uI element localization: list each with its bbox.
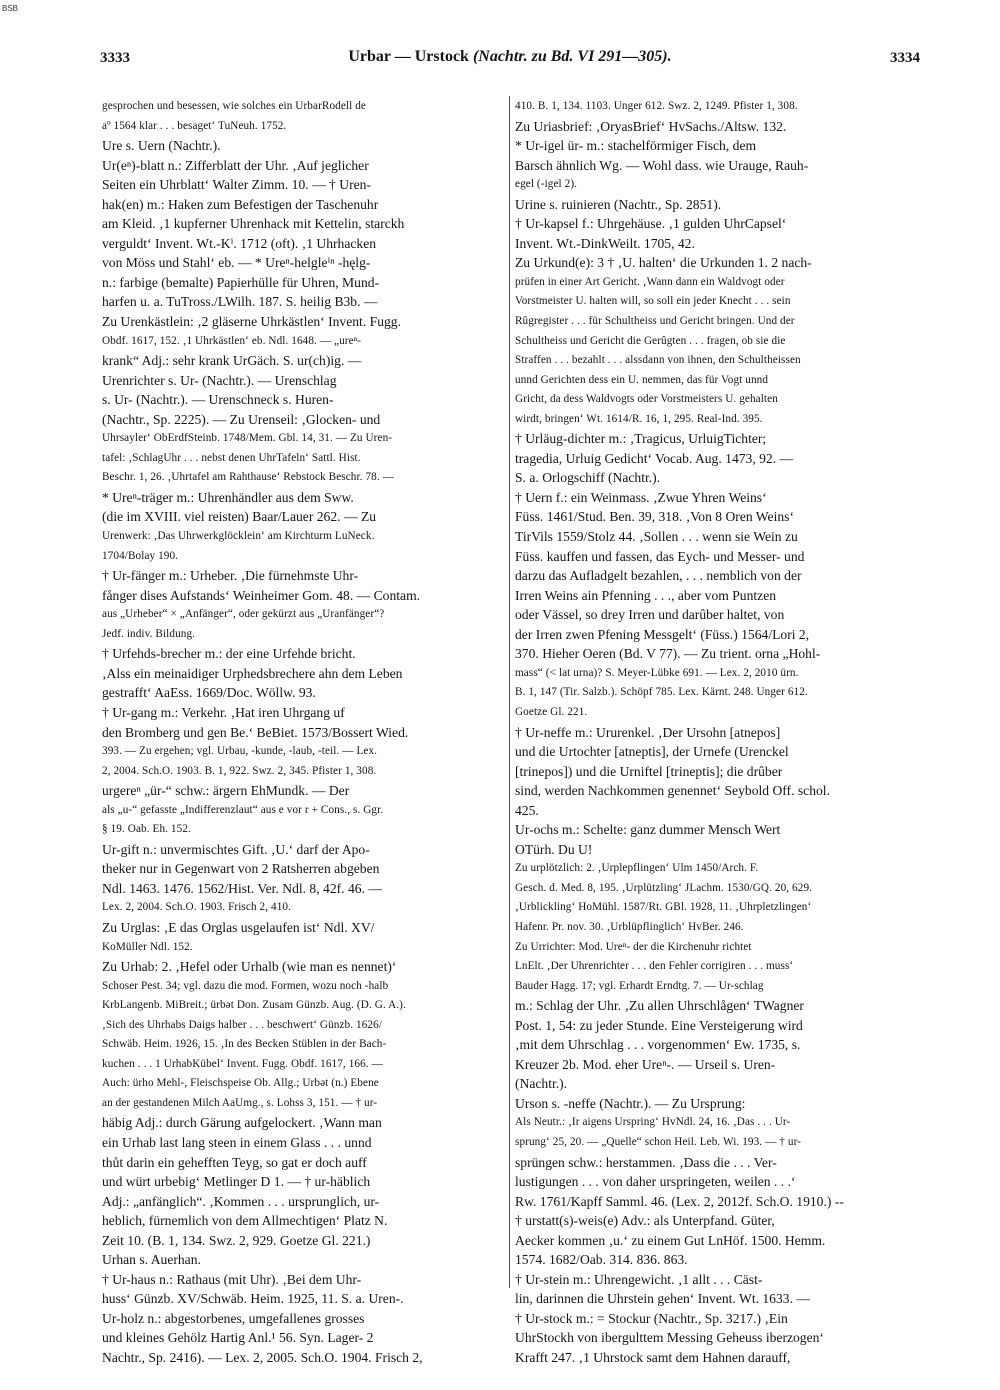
page-number-right: 3334 bbox=[890, 50, 920, 66]
text-line: Zu Urglas: ‚E das Orglas usgelaufen ist‘ Ndl. XV/ bbox=[102, 919, 375, 935]
text-line: von Möss und Stahl‘ eb. — * Ureⁿ-helgleⁱⁿ -hęlg- bbox=[102, 255, 371, 271]
text-line: thůt darin ein gehefften Teyg, so gat er doch auff bbox=[102, 1154, 367, 1170]
text-line: Post. 1, 54: zu jeder Stunde. Eine Versteigerung wird bbox=[515, 1017, 803, 1033]
column-divider bbox=[509, 96, 510, 1288]
text-line: Adj.: „anfänglich“. ‚Kommen . . . ursprunglich, ur- bbox=[102, 1193, 380, 1209]
text-line: OTürh. Du U! bbox=[515, 841, 593, 857]
text-line: lustigungen . . . von daher urspringeten, weilen . . .‘ bbox=[515, 1174, 796, 1190]
text-line: Als Neutr.: ‚Ir aigens Urspring‘ HvNdl. 24, 16. ‚Das . . . Ur- bbox=[515, 1116, 791, 1129]
page-header bbox=[100, 46, 920, 72]
text-line: Ur-ochs m.: Schelte: ganz dummer Mensch Wert bbox=[515, 822, 781, 838]
left-column bbox=[102, 97, 502, 1368]
text-line: ‚mit dem Uhrschlag . . . vorgenommen‘ Ew. 1735, s. bbox=[515, 1037, 801, 1053]
text-line: an der gestandenen Milch AaUmg., s. Lohss 3, 151. — † ur- bbox=[102, 1096, 378, 1109]
text-line: 2, 2004. Sch.O. 1903. B. 1, 922. Swz. 2, 345. Pfister 1, 308. bbox=[102, 764, 377, 777]
text-line: tafel: ‚SchlagUhr . . . nebst denen UhrTafeln‘ Sattl. Hist. bbox=[102, 451, 361, 464]
text-line: 370. Hieher Oeren (Bd. V 77). — Zu trient. orna „Hohl- bbox=[515, 646, 821, 662]
text-line: † Urläug-dichter m.: ‚Tragicus, UrluigTichter; bbox=[515, 431, 767, 447]
text-line: (Nachtr.). bbox=[515, 1076, 568, 1092]
text-line: † Ur-haus n.: Rathaus (mit Uhr). ‚Bei dem Uhr- bbox=[102, 1271, 362, 1287]
text-line: (Nachtr., Sp. 2225). — Zu Urenseil: ‚Glocken- und bbox=[102, 411, 381, 427]
text-line: * Ur-igel ür- m.: stachelförmiger Fisch, dem bbox=[515, 138, 757, 154]
text-line: Zu Urhab: 2. ‚Hefel oder Urhalb (wie man es nennet)‘ bbox=[102, 959, 397, 975]
library-stamp: BSB bbox=[2, 4, 19, 13]
text-line: und die Urtochter [atneptis], der Urnefe (Urenckel bbox=[515, 744, 789, 760]
text-line: KrbLangenb. MiBreit.; ürbǝt Don. Zusam Günzb. Aug. (D. G. A.). bbox=[102, 999, 406, 1012]
text-line: ein Urhab last lang steen in einem Glass . . . unnd bbox=[102, 1134, 372, 1150]
text-line: LnElt. ‚Der Uhrenrichter . . . den Fehler corrigiren . . . muss‘ bbox=[515, 960, 794, 973]
text-line: fånger dises Aufstands‘ Weinheimer Gom. 48. — Contam. bbox=[102, 587, 421, 603]
text-line: Beschr. 1, 26. ‚Uhrtafel am Rahthause‘ Rebstock Beschr. 78. — bbox=[102, 471, 394, 484]
page-title bbox=[100, 48, 920, 66]
text-line: urgereⁿ „ür-“ schw.: ärgern EhMundk. — Der bbox=[102, 783, 350, 799]
text-line: Rûgregister . . . für Schultheiss und Gericht bringen. Und der bbox=[515, 315, 795, 328]
text-line: oder Vässel, so drey Irren und darûber haltet, von bbox=[515, 607, 785, 623]
text-line: wirdt, bringen‘ Wt. 1614/R. 16, 1, 295. Real-Ind. 395. bbox=[515, 412, 763, 425]
text-line: Bauder Hagg. 17; vgl. Erhardt Erndtg. 7. — Ur-schlag bbox=[515, 979, 764, 992]
text-line: Krafft 247. ‚1 Uhrstock samt dem Hahnen darauff, bbox=[515, 1350, 791, 1365]
text-line: Urson s. -neffe (Nachtr.). — Zu Ursprung: bbox=[515, 1095, 746, 1111]
page-number-left: 3333 bbox=[100, 50, 130, 66]
text-line: Schultheiss und Gericht die Gerûgten . . . fragen, ob sie die bbox=[515, 334, 786, 347]
text-line: sind, werden Nachkommen genennet‘ Seybold Off. schol. bbox=[515, 783, 830, 799]
text-line: prüfen in einer Art Gericht. ‚Wann dann ein Waldvogt oder bbox=[515, 275, 785, 288]
text-line: † Ur-gang m.: Verkehr. ‚Hat iren Uhrgang uf bbox=[102, 704, 345, 720]
text-line: Lex. 2, 2004. Sch.O. 1903. Frisch 2, 410. bbox=[102, 901, 291, 914]
right-column bbox=[515, 97, 915, 1368]
text-line: sprung‘ 25, 20. — „Quelle“ schon Heil. Leb. Wi. 193. — † ur- bbox=[515, 1135, 801, 1148]
text-line: unnd Gerichten dess ein U. nemmen, das für Vogt unnd bbox=[515, 373, 769, 386]
text-line: Auch: ürho Mehl-, Fleischspeise Ob. Allg.; Urbǝt (n.) Ebene bbox=[102, 1077, 379, 1090]
text-line: verguldt‘ Invent. Wt.-Kⁱ. 1712 (oft). ‚1 Uhrhacken bbox=[102, 235, 377, 251]
text-line: n.: farbige (bemalte) Papierhülle für Uhren, Mund- bbox=[102, 274, 380, 290]
text-line: Ndl. 1463. 1476. 1562/Hist. Ver. Ndl. 8, 42f. 46. — bbox=[102, 880, 382, 896]
text-line: 1704/Bolay 190. bbox=[102, 549, 179, 562]
text-line: heblich, fürnemlich von dem Allmechtigen‘ Platz N. bbox=[102, 1213, 388, 1229]
text-line: ‚Sich des Uhrhabs Daigs halber . . . beschwert‘ Günzb. 1626/ bbox=[102, 1018, 383, 1031]
text-line: † Uern f.: ein Weinmass. ‚Zwue Yhren Weins‘ bbox=[515, 489, 767, 505]
text-line: 393. — Zu ergehen; vgl. Urbau, -kunde, -laub, -teil. — Lex. bbox=[102, 745, 378, 758]
text-line: Gricht, da dess Waldvogts oder Vorstmeisters U. gehalten bbox=[515, 393, 778, 406]
text-line: aº 1564 klar . . . besaget‘ TuNeuh. 1752. bbox=[102, 119, 287, 132]
text-line: Zu Uriasbrief: ‚OryasBrief‘ HvSachs./Altsw. 132. bbox=[515, 118, 787, 134]
text-line: Goetze Gl. 221. bbox=[515, 705, 588, 718]
text-line: als „u-“ gefasste „Indifferenzlaut“ aus e vor r + Cons., s. Ggr. bbox=[102, 803, 384, 816]
text-line: huss‘ Günzb. XV/Schwäb. Heim. 1925, 11. S. a. Uren-. bbox=[102, 1291, 404, 1307]
text-line: sprüngen schw.: herstammen. ‚Dass die . . . Ver- bbox=[515, 1154, 777, 1170]
title-headwords: Urbar — Urstock bbox=[348, 48, 469, 65]
text-line: Ur-holz n.: abgestorbenes, umgefallenes grosses bbox=[102, 1310, 365, 1326]
text-line: † Urfehds-brecher m.: der eine Urfehde bricht. bbox=[102, 646, 356, 662]
text-line: s. Ur- (Nachtr.). — Urenschneck s. Huren- bbox=[102, 392, 334, 408]
text-line: Vorstmeister U. halten will, so soll ein jeder Knecht . . . sein bbox=[515, 295, 791, 308]
text-line: krank“ Adj.: sehr krank UrGäch. S. ur(ch)ig. — bbox=[102, 353, 362, 369]
text-line: Urenwerk: ‚Das Uhrwerkglöcklein‘ am Kirchturm LuNeck. bbox=[102, 530, 375, 543]
text-line: † Ur-neffe m.: Ururenkel. ‚Der Ursohn [atnepos] bbox=[515, 724, 781, 740]
text-line: Ure s. Uern (Nachtr.). bbox=[102, 138, 221, 154]
text-line: Füss. 1461/Stud. Ben. 39, 318. ‚Von 8 Oren Weins‘ bbox=[515, 509, 794, 525]
text-line: Nachtr., Sp. 2416). — Lex. 2, 2005. Sch.O. 1904. Frisch 2, bbox=[102, 1350, 423, 1365]
text-line: Straffen . . . bezahlt . . . alssdann von ihnen, den Schultheissen bbox=[515, 354, 801, 367]
text-line: † Ur-fänger m.: Urheber. ‚Die fürnehmste Uhr- bbox=[102, 568, 359, 584]
text-line: ‚Urblickling‘ HoMühl. 1587/Rt. GBl. 1928, 11. ‚Uhrpletzlingen‘ bbox=[515, 901, 812, 914]
text-line: mass“ (< lat urna)? S. Meyer-Lübke 691. — Lex. 2, 2010 ürn. bbox=[515, 666, 799, 679]
text-line: † Ur-kapsel f.: Uhrgehäuse. ‚1 gulden UhrCapsel‘ bbox=[515, 216, 787, 232]
text-line: und würt urbebig‘ Metlinger D 1. — † ur-häblich bbox=[102, 1174, 371, 1190]
text-line: UhrStockh von ibergulttem Messing Geheuss iberzogen‘ bbox=[515, 1330, 824, 1346]
text-line: Jedf. indiv. Bildung. bbox=[102, 627, 196, 640]
text-line: B. 1, 147 (Tir. Salzb.). Schöpf 785. Lex. Kärnt. 248. Unger 612. bbox=[515, 686, 808, 699]
text-line: Urine s. ruinieren (Nachtr., Sp. 2851). bbox=[515, 196, 722, 212]
text-line: und kleines Gehölz Hartig Anl.¹ 56. Syn. Lager- 2 bbox=[102, 1330, 374, 1346]
text-line: lin, darinnen die Uhrstein gehen‘ Invent. Wt. 1633. — bbox=[515, 1291, 810, 1307]
text-line: Zu Urenkästlein: ‚2 gläserne Uhrkästlen‘ Invent. Fugg. bbox=[102, 314, 401, 330]
text-line: gesprochen und besessen, wie solches ein UrbarRodell de bbox=[102, 100, 366, 112]
text-line: Füss. kauffen und fassen, das Eych- und Messer- und bbox=[515, 548, 805, 564]
text-line: Gesch. d. Med. 8, 195. ‚Urplützling‘ JLachm. 1530/GQ. 20, 629. bbox=[515, 881, 813, 894]
text-line: Schwäb. Heim. 1926, 15. ‚In des Becken Stüblen in der Bach- bbox=[102, 1038, 387, 1051]
text-line: 410. B. 1, 134. 1103. Unger 612. Swz. 2, 1249. Pfister 1, 308. bbox=[515, 100, 798, 112]
text-line: Hafenr. Pr. nov. 30. ‚Urblüpflinglich‘ HvBer. 246. bbox=[515, 920, 744, 933]
text-line: m.: Schlag der Uhr. ‚Zu allen Uhrschlågen‘ TWagner bbox=[515, 998, 804, 1014]
text-line: Aecker kommen ‚u.‘ zu einem Gut LnHöf. 1500. Hemm. bbox=[515, 1232, 826, 1248]
text-line: § 19. Oab. Eh. 152. bbox=[102, 823, 191, 836]
text-line: † Ur-stock m.: = Stockur (Nachtr., Sp. 3217.) ‚Ein bbox=[515, 1310, 788, 1326]
text-line: Obdf. 1617, 152. ‚1 Uhrkästlen‘ eb. Ndl. 1648. — „ureⁿ- bbox=[102, 334, 362, 347]
text-line: Ur(eⁿ)-blatt n.: Zifferblatt der Uhr. ‚Auf jeglicher bbox=[102, 157, 369, 173]
text-line: Uhrsayler‘ ObErdfSteinb. 1748/Mem. Gbl. 14, 31. — Zu Uren- bbox=[102, 432, 393, 445]
text-line: (die im XVIII. viel reisten) Baar/Lauer 262. — Zu bbox=[102, 509, 377, 525]
text-line: Urhan s. Auerhan. bbox=[102, 1252, 201, 1268]
text-line: Zu Urrichter: Mod. Ureⁿ- der die Kirchenuhr richtet bbox=[515, 940, 752, 953]
text-line: egel (-igel 2). bbox=[515, 178, 578, 191]
text-line: Kreuzer 2b. Mod. eher Ureⁿ-. — Urseil s. Uren- bbox=[515, 1056, 776, 1072]
text-line: [trinepos]) und die Urniftel [trineptis]; die drûber bbox=[515, 763, 783, 779]
text-line: Zeit 10. (B. 1, 134. Swz. 2, 929. Goetze Gl. 221.) bbox=[102, 1232, 371, 1248]
text-line: den Bromberg und gen Be.‘ BeBiet. 1573/Bossert Wied. bbox=[102, 724, 409, 740]
text-line: Barsch ähnlich Wg. — Wohl dass. wie Urauge, Rauh- bbox=[515, 157, 809, 173]
text-line: Schoser Pest. 34; vgl. dazu die mod. Formen, wozu noch -halb bbox=[102, 979, 389, 992]
text-line: KoMüller Ndl. 152. bbox=[102, 940, 193, 953]
text-line: Seiten ein Uhrblatt‘ Walter Zimm. 10. — † Uren- bbox=[102, 177, 371, 193]
text-line: 425. bbox=[515, 802, 539, 818]
text-line: darzu das Aufladgelt bezahlen, . . . nemblich von der bbox=[515, 568, 802, 584]
text-line: hak(en) m.: Haken zum Befestigen der Taschenuhr bbox=[102, 196, 379, 212]
text-line: am Kleid. ‚1 kupferner Uhrenhack mit Kettelin, starckh bbox=[102, 216, 405, 232]
text-line: Zu Urkund(e): 3 † ‚U. halten‘ die Urkunden 1. 2 nach- bbox=[515, 255, 812, 271]
title-note: (Nachtr. zu Bd. VI 291—305). bbox=[472, 48, 672, 65]
text-line: Ur-gift n.: unvermischtes Gift. ‚U.‘ darf der Apo- bbox=[102, 841, 370, 857]
text-line: Invent. Wt.-DinkWeilt. 1705, 42. bbox=[515, 235, 695, 251]
text-line: ‚Alss ein meinaidiger Urphedsbrechere ahn dem Leben bbox=[102, 665, 403, 681]
text-line: * Ureⁿ-träger m.: Uhrenhändler aus dem Sww. bbox=[102, 489, 354, 505]
text-line: häbig Adj.: durch Gärung aufgelockert. ‚Wann man bbox=[102, 1115, 382, 1131]
text-line: kuchen . . . 1 UrhabKübel‘ Invent. Fugg. Obdf. 1617, 166. — bbox=[102, 1057, 383, 1070]
text-line: tragedia, Urluig Gedicht‘ Vocab. Aug. 1473, 92. — bbox=[515, 450, 794, 466]
text-line: † urstatt(s)-weis(e) Adv.: als Unterpfand. Güter, bbox=[515, 1213, 775, 1229]
text-line: harfen u. a. TuTross./LWilh. 187. S. heilig B3b. — bbox=[102, 294, 378, 310]
text-line: Urenrichter s. Ur- (Nachtr.). — Urenschlag bbox=[102, 372, 337, 388]
text-line: aus „Urheber“ × „Anfänger“, oder gekürzt aus „Uranfänger“? bbox=[102, 608, 385, 621]
text-line: der Irren zwen Pfening Messgelt‘ (Füss.) 1564/Lori 2, bbox=[515, 626, 810, 642]
text-line: 1574. 1682/Oab. 314. 836. 863. bbox=[515, 1252, 688, 1268]
text-line: Rw. 1761/Kapff Samml. 46. (Lex. 2, 2012f. Sch.O. 1910.) -- bbox=[515, 1193, 844, 1209]
text-line: S. a. Orlogschiff (Nachtr.). bbox=[515, 470, 661, 486]
text-line: TirVils 1559/Stolz 44. ‚Sollen . . . wenn sie Wein zu bbox=[515, 529, 798, 545]
text-line: Zu urplötzlich: 2. ‚Urplepflingen‘ Ulm 1450/Arch. F. bbox=[515, 862, 759, 875]
text-line: Irren Weins ain Pfenning . . ., aber vom Puntzen bbox=[515, 587, 777, 603]
text-line: † Ur-stein m.: Uhrengewicht. ‚1 allt . . . Cäst- bbox=[515, 1271, 763, 1287]
text-line: theker nur in Gegenwart von 2 Ratsherren abgeben bbox=[102, 861, 380, 877]
text-line: gestrafft‘ AaEss. 1669/Doc. Wöllw. 93. bbox=[102, 685, 316, 701]
